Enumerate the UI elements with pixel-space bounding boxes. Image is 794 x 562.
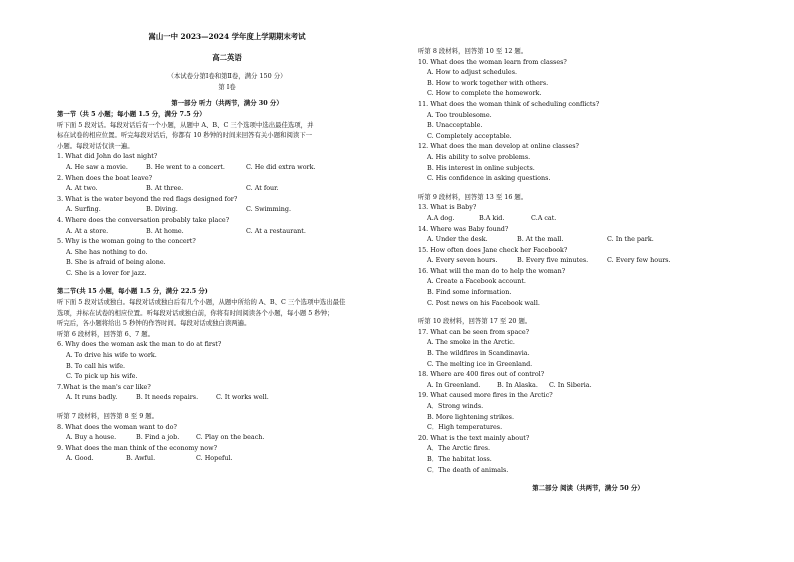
option-a[interactable]: A. To drive his wife to work. [66,351,157,360]
option-a[interactable]: A．The Arctic fires. [427,444,491,453]
question-options [418,255,758,266]
passage-label: 听第 9 段材料，回答第 13 至 16 题。 [418,192,528,201]
part2-title: 第二部分 阅读（共两节，满分 50 分） [532,484,644,493]
option-b[interactable]: B. At home. [146,226,184,235]
question-stem: 12. What does the man develop at online classes? [418,142,579,151]
section2-instr: 选项，并标在试卷的相应位置。听每段对话或独白前，你将有时间阅读各个小题，每小题 5 秒钟； [57,308,334,317]
option-a[interactable]: A. How to adjust schedules. [427,68,518,77]
exam-subject: 高二英语 [212,52,242,62]
option-c[interactable]: C. Every few hours. [607,256,671,265]
option-a[interactable]: A. At a store. [66,226,109,235]
right-column [418,0,758,494]
option-c[interactable]: C. Play on the beach. [196,433,265,442]
question-options [418,380,758,391]
question-options [57,392,397,403]
option-c[interactable]: C. The melting ice in Greenland. [427,359,533,368]
question-stem: 2. When does the boat leave? [57,173,153,182]
option-b[interactable]: B. Every five minutes. [517,256,589,265]
question-stem: 17. What can be seen from space? [418,327,530,336]
option-a[interactable]: A. Too troublesome. [427,110,492,119]
option-b[interactable]: B. Find a job. [136,433,180,442]
question-options [57,432,397,443]
option-b[interactable]: B. Awful. [126,454,156,463]
question-stem: 6. Why does the woman ask the man to do at first? [57,340,222,349]
option-b[interactable]: B. In Alaska. [497,380,538,389]
question-stem: 13. What is Baby? [418,203,477,212]
question-options [57,183,397,194]
option-a[interactable]: A. His ability to solve problems. [427,152,531,161]
option-b[interactable]: B. It needs repairs. [136,393,199,402]
question-options [418,213,758,224]
option-a[interactable]: A. The smoke in the Arctic. [427,338,515,347]
section2-title: 第二节(共 15 小题，每小题 1.5 分，满分 22.5 分) [57,287,208,296]
section2-instr: 听完后，各小题将给出 5 秒钟的作答时间。每段对话或独白读两遍。 [57,319,251,328]
option-a[interactable]: A．Strong winds. [427,402,484,410]
section1-instr: 小题。每段对话仅读一遍。 [57,141,134,150]
option-c[interactable]: C. It works well. [216,393,269,402]
part1-title: 第一部分 听力（共两节，满分 30 分） [171,99,283,108]
option-b[interactable]: B. Diving. [146,205,178,214]
exam-title: 嵩山一中 2023—2024 学年度上学期期末考试 [148,32,306,41]
option-b[interactable]: B. She is afraid of being alone. [66,258,166,267]
question-stem: 10. What does the woman learn from classes? [418,57,567,66]
question-options [418,234,758,245]
option-c[interactable]: C. At four. [246,184,279,193]
option-c[interactable]: C．The death of animals. [427,465,509,474]
option-c[interactable]: C. Swimming. [246,205,292,214]
option-b[interactable]: B. He went to a concert. [146,162,225,171]
option-c[interactable]: C. To pick up his wife. [66,372,138,381]
passage-label: 听第 7 段材料，回答第 8 至 9 题。 [57,412,159,420]
question-stem: 11. What does the woman think of scheduling conflicts? [418,99,600,108]
option-a[interactable]: A. Create a Facebook account. [427,277,526,286]
question-stem: 16. What will the man do to help the woman? [418,266,566,275]
option-a[interactable]: A. Under the desk. [427,235,488,244]
option-a[interactable]: A. Buy a house. [66,433,117,442]
question-stem: 20. What is the text mainly about? [418,433,530,442]
option-c[interactable]: C. She is a lover for jazz. [66,268,147,277]
question-stem: 3. What is the water beyond the red flags designed for? [57,194,238,203]
option-b[interactable]: B．The habitat loss. [427,454,492,463]
option-b[interactable]: B.A kid. [479,213,505,222]
question-stem: 19. What caused more fires in the Arctic? [418,391,553,400]
passage-label: 听第 10 段材料，回答第 17 至 20 题。 [418,317,532,326]
question-options [57,204,397,215]
question-stem: 5. Why is the woman going to the concert? [57,237,196,246]
option-b[interactable]: B. His interest in online subjects. [427,163,535,172]
option-c[interactable]: C. At a restaurant. [246,226,306,235]
option-c[interactable]: C. Completely acceptable. [427,131,512,140]
option-a[interactable]: A. Every seven hours. [427,256,498,265]
left-column [57,0,397,464]
option-b[interactable]: B. More lightening strikes. [427,412,514,421]
option-b[interactable]: B. Unacceptable. [427,121,483,130]
option-c[interactable]: C. Post news on his Facebook wall. [427,298,540,307]
section2-instr: 听下面 5 段对话或独白。每段对话或独白后有几个小题，从题中所给的 A、B、C 三个选项中选出最佳 [57,298,346,307]
option-c[interactable]: C．High temperatures. [427,423,503,432]
option-b[interactable]: B. How to work together with others. [427,78,549,87]
section1-instr: 听下面 5 段对话。每段对话后有一个小题，从题中 A、B、C 三个选项中选出最佳选项，并 [57,120,314,129]
volume-label: 第 Ⅰ卷 [218,82,236,91]
question-stem: 9. What does the man think of the economy now? [57,443,217,452]
option-b[interactable]: B. To call his wife. [66,361,126,370]
option-b[interactable]: B. At three. [146,184,184,193]
option-b[interactable]: B. Find some information. [427,288,512,297]
passage-label: 听第 8 段材料，回答第 10 至 12 题。 [418,47,528,55]
option-c[interactable]: C. In Siberia. [549,380,592,389]
option-a[interactable]: A. In Greenland. [427,380,481,389]
question-stem: 7.What is the man's car like? [57,382,151,391]
section1-instr: 标在试卷的相应位置。听完每段对话后，你都有 10 秒钟的时间来回答有关小题和阅读下一 [57,131,313,140]
option-c[interactable]: C.A cat. [531,213,557,222]
option-a[interactable]: A. At two. [66,184,98,193]
option-c[interactable]: C. How to complete the homework. [427,89,542,98]
question-stem: 15. How often does Jane check her Facebook? [418,245,568,254]
question-options [57,226,397,237]
question-stem: 8. What does the woman want to do? [57,422,177,431]
option-a[interactable]: A. It runs badly. [66,393,118,402]
question-options [57,453,397,464]
option-b[interactable]: B. At the mall. [517,235,564,244]
option-a[interactable]: A. He saw a movie. [66,162,128,171]
option-c[interactable]: C. Hopeful. [196,454,233,463]
question-stem: 14. Where was Baby found? [418,224,509,233]
question-stem: 4. Where does the conversation probably take place? [57,215,230,224]
option-a[interactable]: A.A dog. [427,213,455,222]
passage-label: 听第 6 段材料，回答第 6、7 题。 [57,329,155,338]
option-a[interactable]: A. Surfing. [66,205,101,214]
question-stem: 1. What did John do last night? [57,152,158,161]
question-options [57,162,397,173]
option-c[interactable]: C. His confidence in asking questions. [427,174,551,183]
option-c[interactable]: C. He did extra work. [246,162,316,171]
option-b[interactable]: B. The wildfires in Scandinavia. [427,349,530,358]
option-c[interactable]: C. In the park. [607,235,654,244]
exam-note: （本试卷分第Ⅰ卷和第Ⅱ卷，满分 150 分） [167,72,287,81]
option-a[interactable]: A. Good. [66,454,94,463]
section1-title: 第一节（共 5 小题；每小题 1.5 分，满分 7.5 分） [57,109,206,118]
option-a[interactable]: A. She has nothing to do. [66,247,148,256]
question-stem: 18. Where are 400 fires out of control? [418,370,545,379]
